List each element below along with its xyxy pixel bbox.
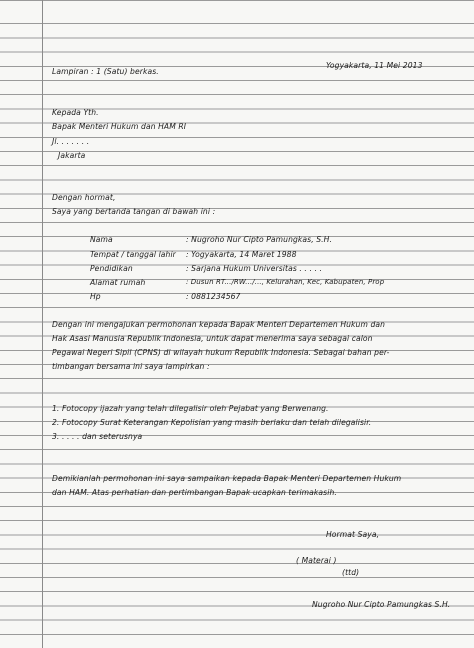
signature-mark: (ttd) xyxy=(342,568,360,577)
attachment-item: 1. Fotocopy ijazah yang telah dilegalisir oleh Pejabat yang Berwenang. xyxy=(52,404,329,413)
stamp-duty-note: ( Materai ) xyxy=(296,556,337,565)
body-line: Hak Asasi Manusia Republik Indonesia, untuk dapat menerima saya sebagai calon xyxy=(52,334,373,343)
recipient-title: Bapak Menteri Hukum dan HAM RI xyxy=(52,122,187,131)
intro-line: Saya yang bertanda tangan di bawah ini : xyxy=(52,207,216,216)
identity-value: : Yogyakarta, 14 Maret 1988 xyxy=(186,250,297,259)
identity-label: Nama xyxy=(90,235,113,244)
margin-line xyxy=(42,0,43,648)
identity-label: Hp xyxy=(90,292,101,301)
identity-label: Alamat rumah xyxy=(90,278,146,287)
signature-salutation: Hormat Saya, xyxy=(326,530,380,539)
identity-value: : Nugroho Nur Cipto Pamungkas, S.H. xyxy=(186,235,332,244)
identity-label: Pendidikan xyxy=(90,264,133,273)
greeting: Dengan hormat, xyxy=(52,193,116,202)
recipient-city: Jakarta xyxy=(58,151,86,160)
identity-value: : Dusun RT.../RW.../..., Kelurahan, Kec, Kabupaten, Prop xyxy=(186,278,385,286)
signatory-name: Nugroho Nur Cipto Pamungkas S.H. xyxy=(312,600,451,609)
identity-value: : Sarjana Hukum Universitas . . . . . xyxy=(186,264,323,273)
body-line: Pegawai Negeri Sipil (CPNS) di wilayah hukum Republik Indonesia. Sebagai bahan per- xyxy=(52,348,390,357)
closing-line: dan HAM. Atas perhatian dan pertimbangan Bapak ucapkan terimakasih. xyxy=(52,488,337,497)
body-line: timbangan bersama ini saya lampirkan : xyxy=(52,362,210,371)
identity-value: : 0881234567 xyxy=(186,292,241,301)
recipient-kepada: Kepada Yth. xyxy=(52,108,99,117)
attachment-item: 3. . . . . dan seterusnya xyxy=(52,432,143,441)
identity-label: Tempat / tanggal lahir xyxy=(90,250,176,259)
place-date: Yogyakarta, 11 Mei 2013 xyxy=(326,61,423,70)
attachment-item: 2. Fotocopy Surat Keterangan Kepolisian yang masih berlaku dan telah dilegalisir. xyxy=(52,418,372,427)
body-line: Dengan ini mengajukan permohonan kepada Bapak Menteri Departemen Hukum dan xyxy=(52,320,386,329)
recipient-street: Jl. . . . . . . xyxy=(52,137,90,146)
attachment-count: Lampiran : 1 (Satu) berkas. xyxy=(52,67,159,76)
closing-line: Demikianlah permohonan ini saya sampaikan kepada Bapak Menteri Departemen Hukum xyxy=(52,474,402,483)
